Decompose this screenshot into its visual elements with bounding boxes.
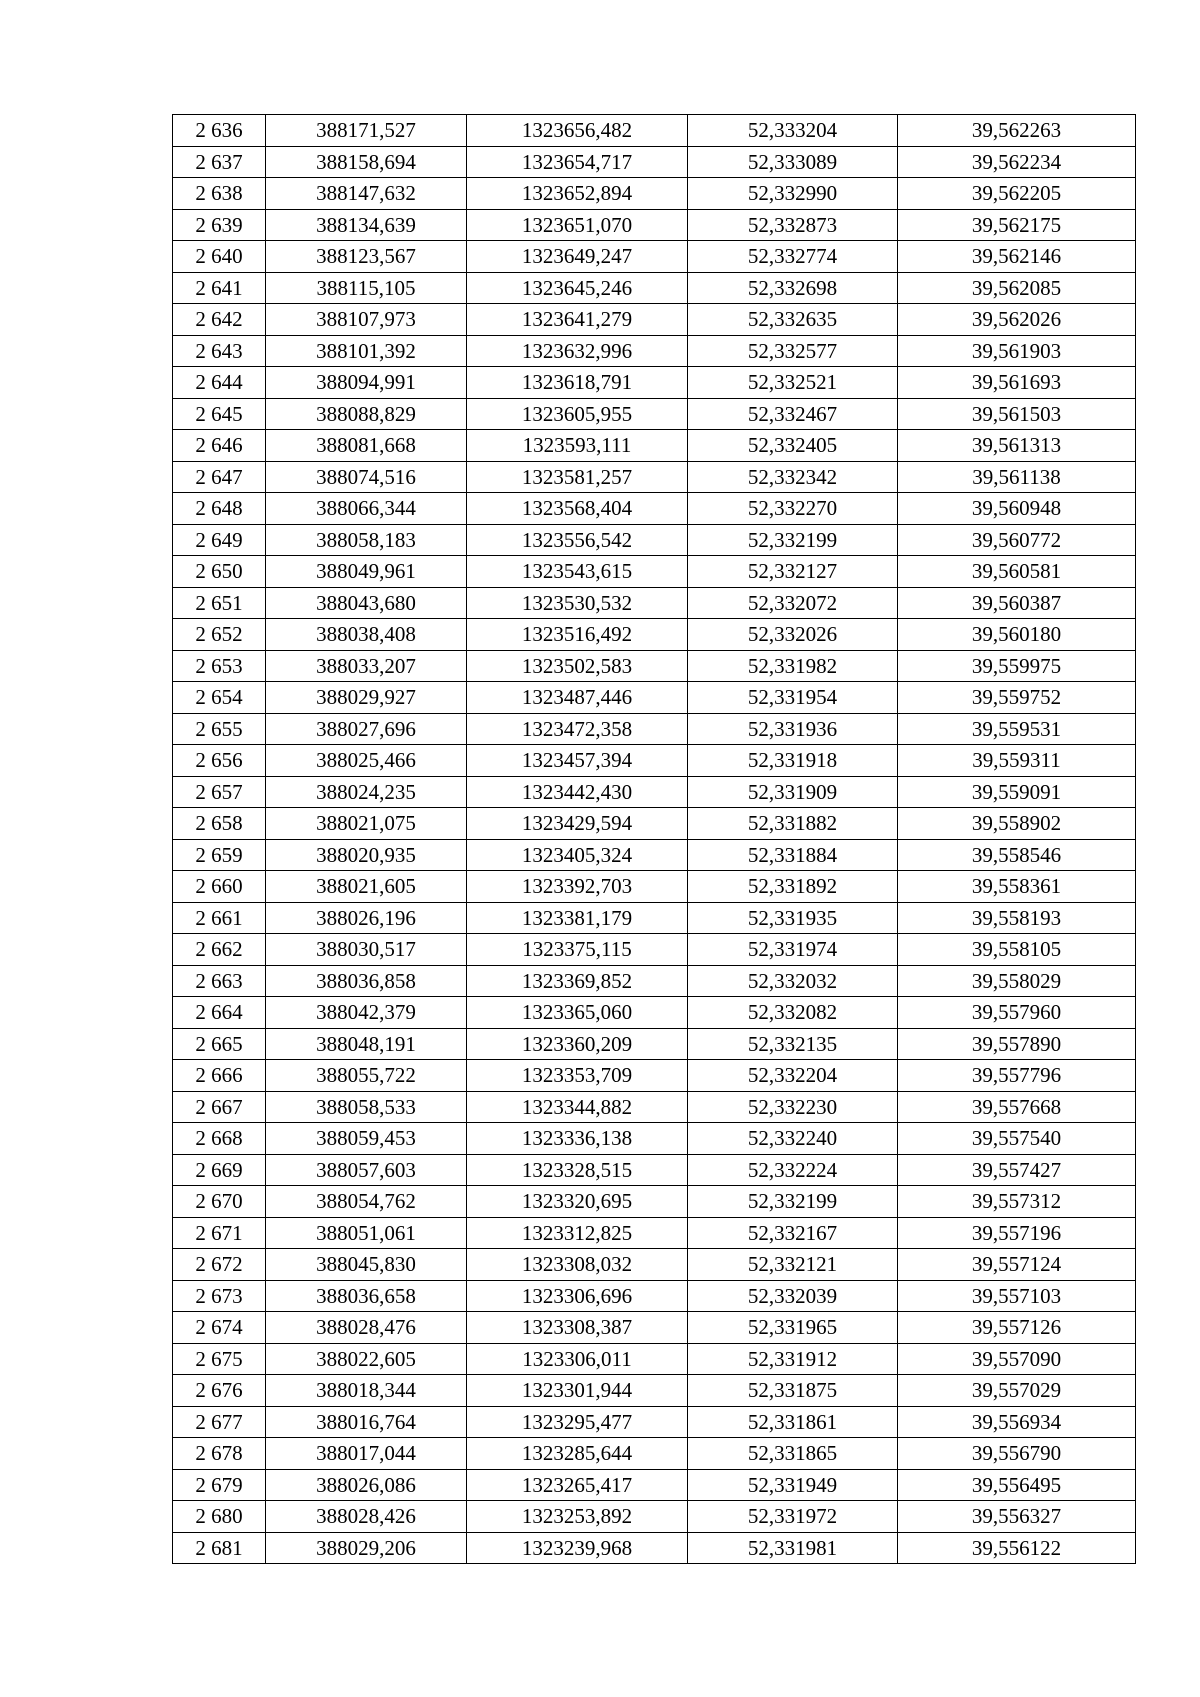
point-number-cell: 2 677 [173, 1406, 266, 1438]
latitude-cell: 52,332873 [688, 209, 898, 241]
longitude-cell: 39,559311 [898, 745, 1136, 777]
latitude-cell: 52,332342 [688, 461, 898, 493]
longitude-cell: 39,559531 [898, 713, 1136, 745]
y-coordinate-cell: 1323543,615 [467, 556, 688, 588]
point-number-cell: 2 642 [173, 304, 266, 336]
y-coordinate-cell: 1323312,825 [467, 1217, 688, 1249]
point-number-cell: 2 666 [173, 1060, 266, 1092]
longitude-cell: 39,561313 [898, 430, 1136, 462]
x-coordinate-cell: 388074,516 [266, 461, 467, 493]
latitude-cell: 52,331884 [688, 839, 898, 871]
latitude-cell: 52,332121 [688, 1249, 898, 1281]
point-number-cell: 2 672 [173, 1249, 266, 1281]
table-row [173, 209, 1136, 241]
latitude-cell: 52,332199 [688, 524, 898, 556]
longitude-cell: 39,558902 [898, 808, 1136, 840]
point-number-cell: 2 664 [173, 997, 266, 1029]
y-coordinate-cell: 1323365,060 [467, 997, 688, 1029]
point-number-cell: 2 670 [173, 1186, 266, 1218]
latitude-cell: 52,332135 [688, 1028, 898, 1060]
longitude-cell: 39,560948 [898, 493, 1136, 525]
longitude-cell: 39,558105 [898, 934, 1136, 966]
latitude-cell: 52,332127 [688, 556, 898, 588]
point-number-cell: 2 674 [173, 1312, 266, 1344]
longitude-cell: 39,562234 [898, 146, 1136, 178]
table-row [173, 1249, 1136, 1281]
x-coordinate-cell: 388021,075 [266, 808, 467, 840]
point-number-cell: 2 648 [173, 493, 266, 525]
longitude-cell: 39,556327 [898, 1501, 1136, 1533]
latitude-cell: 52,331875 [688, 1375, 898, 1407]
longitude-cell: 39,557312 [898, 1186, 1136, 1218]
longitude-cell: 39,562205 [898, 178, 1136, 210]
latitude-cell: 52,333089 [688, 146, 898, 178]
table-row [173, 997, 1136, 1029]
latitude-cell: 52,332577 [688, 335, 898, 367]
longitude-cell: 39,562146 [898, 241, 1136, 273]
longitude-cell: 39,561903 [898, 335, 1136, 367]
table-row [173, 745, 1136, 777]
longitude-cell: 39,561138 [898, 461, 1136, 493]
longitude-cell: 39,557668 [898, 1091, 1136, 1123]
latitude-cell: 52,331974 [688, 934, 898, 966]
point-number-cell: 2 646 [173, 430, 266, 462]
y-coordinate-cell: 1323457,394 [467, 745, 688, 777]
y-coordinate-cell: 1323618,791 [467, 367, 688, 399]
y-coordinate-cell: 1323253,892 [467, 1501, 688, 1533]
point-number-cell: 2 673 [173, 1280, 266, 1312]
table-row [173, 1438, 1136, 1470]
latitude-cell: 52,332082 [688, 997, 898, 1029]
table-row [173, 650, 1136, 682]
x-coordinate-cell: 388017,044 [266, 1438, 467, 1470]
x-coordinate-cell: 388066,344 [266, 493, 467, 525]
latitude-cell: 52,332072 [688, 587, 898, 619]
x-coordinate-cell: 388025,466 [266, 745, 467, 777]
y-coordinate-cell: 1323301,944 [467, 1375, 688, 1407]
point-number-cell: 2 669 [173, 1154, 266, 1186]
point-number-cell: 2 681 [173, 1532, 266, 1564]
longitude-cell: 39,557427 [898, 1154, 1136, 1186]
y-coordinate-cell: 1323239,968 [467, 1532, 688, 1564]
latitude-cell: 52,332635 [688, 304, 898, 336]
table-row [173, 178, 1136, 210]
table-row [173, 682, 1136, 714]
y-coordinate-cell: 1323320,695 [467, 1186, 688, 1218]
point-number-cell: 2 651 [173, 587, 266, 619]
table-row [173, 808, 1136, 840]
table-row [173, 272, 1136, 304]
table-row [173, 1312, 1136, 1344]
table-row [173, 398, 1136, 430]
table-row [173, 1060, 1136, 1092]
x-coordinate-cell: 388054,762 [266, 1186, 467, 1218]
x-coordinate-cell: 388088,829 [266, 398, 467, 430]
longitude-cell: 39,562026 [898, 304, 1136, 336]
point-number-cell: 2 663 [173, 965, 266, 997]
y-coordinate-cell: 1323656,482 [467, 115, 688, 147]
y-coordinate-cell: 1323651,070 [467, 209, 688, 241]
point-number-cell: 2 659 [173, 839, 266, 871]
table-row [173, 965, 1136, 997]
point-number-cell: 2 638 [173, 178, 266, 210]
y-coordinate-cell: 1323649,247 [467, 241, 688, 273]
latitude-cell: 52,331861 [688, 1406, 898, 1438]
table-row [173, 335, 1136, 367]
y-coordinate-cell: 1323375,115 [467, 934, 688, 966]
longitude-cell: 39,557090 [898, 1343, 1136, 1375]
latitude-cell: 52,332467 [688, 398, 898, 430]
longitude-cell: 39,557103 [898, 1280, 1136, 1312]
latitude-cell: 52,331909 [688, 776, 898, 808]
x-coordinate-cell: 388049,961 [266, 556, 467, 588]
latitude-cell: 52,332521 [688, 367, 898, 399]
table-row [173, 902, 1136, 934]
point-number-cell: 2 647 [173, 461, 266, 493]
latitude-cell: 52,331965 [688, 1312, 898, 1344]
table-row [173, 776, 1136, 808]
x-coordinate-cell: 388059,453 [266, 1123, 467, 1155]
y-coordinate-cell: 1323381,179 [467, 902, 688, 934]
x-coordinate-cell: 388123,567 [266, 241, 467, 273]
x-coordinate-cell: 388107,973 [266, 304, 467, 336]
latitude-cell: 52,332698 [688, 272, 898, 304]
x-coordinate-cell: 388081,668 [266, 430, 467, 462]
table-row [173, 1343, 1136, 1375]
table-row [173, 1532, 1136, 1564]
x-coordinate-cell: 388158,694 [266, 146, 467, 178]
longitude-cell: 39,562175 [898, 209, 1136, 241]
y-coordinate-cell: 1323516,492 [467, 619, 688, 651]
longitude-cell: 39,561693 [898, 367, 1136, 399]
longitude-cell: 39,560387 [898, 587, 1136, 619]
table-row [173, 1406, 1136, 1438]
x-coordinate-cell: 388028,426 [266, 1501, 467, 1533]
x-coordinate-cell: 388024,235 [266, 776, 467, 808]
x-coordinate-cell: 388101,392 [266, 335, 467, 367]
table-row [173, 461, 1136, 493]
y-coordinate-cell: 1323360,209 [467, 1028, 688, 1060]
table-row [173, 241, 1136, 273]
point-number-cell: 2 645 [173, 398, 266, 430]
point-number-cell: 2 678 [173, 1438, 266, 1470]
latitude-cell: 52,332270 [688, 493, 898, 525]
x-coordinate-cell: 388030,517 [266, 934, 467, 966]
x-coordinate-cell: 388058,533 [266, 1091, 467, 1123]
point-number-cell: 2 653 [173, 650, 266, 682]
x-coordinate-cell: 388021,605 [266, 871, 467, 903]
latitude-cell: 52,331981 [688, 1532, 898, 1564]
table-row [173, 1186, 1136, 1218]
point-number-cell: 2 660 [173, 871, 266, 903]
latitude-cell: 52,331936 [688, 713, 898, 745]
latitude-cell: 52,331865 [688, 1438, 898, 1470]
y-coordinate-cell: 1323344,882 [467, 1091, 688, 1123]
y-coordinate-cell: 1323429,594 [467, 808, 688, 840]
table-row [173, 493, 1136, 525]
point-number-cell: 2 658 [173, 808, 266, 840]
table-row [173, 1501, 1136, 1533]
y-coordinate-cell: 1323632,996 [467, 335, 688, 367]
y-coordinate-cell: 1323645,246 [467, 272, 688, 304]
y-coordinate-cell: 1323581,257 [467, 461, 688, 493]
longitude-cell: 39,557796 [898, 1060, 1136, 1092]
longitude-cell: 39,560772 [898, 524, 1136, 556]
x-coordinate-cell: 388016,764 [266, 1406, 467, 1438]
x-coordinate-cell: 388026,196 [266, 902, 467, 934]
x-coordinate-cell: 388171,527 [266, 115, 467, 147]
x-coordinate-cell: 388027,696 [266, 713, 467, 745]
point-number-cell: 2 637 [173, 146, 266, 178]
y-coordinate-cell: 1323605,955 [467, 398, 688, 430]
point-number-cell: 2 675 [173, 1343, 266, 1375]
longitude-cell: 39,561503 [898, 398, 1136, 430]
table-row [173, 713, 1136, 745]
x-coordinate-cell: 388134,639 [266, 209, 467, 241]
latitude-cell: 52,331954 [688, 682, 898, 714]
x-coordinate-cell: 388038,408 [266, 619, 467, 651]
x-coordinate-cell: 388045,830 [266, 1249, 467, 1281]
latitude-cell: 52,331949 [688, 1469, 898, 1501]
table-row [173, 1028, 1136, 1060]
longitude-cell: 39,556495 [898, 1469, 1136, 1501]
y-coordinate-cell: 1323442,430 [467, 776, 688, 808]
latitude-cell: 52,332032 [688, 965, 898, 997]
longitude-cell: 39,559975 [898, 650, 1136, 682]
x-coordinate-cell: 388042,379 [266, 997, 467, 1029]
x-coordinate-cell: 388036,858 [266, 965, 467, 997]
y-coordinate-cell: 1323502,583 [467, 650, 688, 682]
y-coordinate-cell: 1323392,703 [467, 871, 688, 903]
point-number-cell: 2 650 [173, 556, 266, 588]
latitude-cell: 52,331972 [688, 1501, 898, 1533]
table-row [173, 1123, 1136, 1155]
latitude-cell: 52,331982 [688, 650, 898, 682]
table-row [173, 1217, 1136, 1249]
y-coordinate-cell: 1323285,644 [467, 1438, 688, 1470]
y-coordinate-cell: 1323641,279 [467, 304, 688, 336]
point-number-cell: 2 656 [173, 745, 266, 777]
y-coordinate-cell: 1323336,138 [467, 1123, 688, 1155]
point-number-cell: 2 652 [173, 619, 266, 651]
y-coordinate-cell: 1323328,515 [467, 1154, 688, 1186]
point-number-cell: 2 665 [173, 1028, 266, 1060]
longitude-cell: 39,557540 [898, 1123, 1136, 1155]
latitude-cell: 52,332240 [688, 1123, 898, 1155]
longitude-cell: 39,557196 [898, 1217, 1136, 1249]
table-row [173, 587, 1136, 619]
latitude-cell: 52,331912 [688, 1343, 898, 1375]
point-number-cell: 2 644 [173, 367, 266, 399]
x-coordinate-cell: 388048,191 [266, 1028, 467, 1060]
longitude-cell: 39,558546 [898, 839, 1136, 871]
longitude-cell: 39,557029 [898, 1375, 1136, 1407]
y-coordinate-cell: 1323308,032 [467, 1249, 688, 1281]
x-coordinate-cell: 388043,680 [266, 587, 467, 619]
point-number-cell: 2 640 [173, 241, 266, 273]
longitude-cell: 39,557960 [898, 997, 1136, 1029]
latitude-cell: 52,332990 [688, 178, 898, 210]
table-row [173, 1091, 1136, 1123]
table-row [173, 556, 1136, 588]
point-number-cell: 2 667 [173, 1091, 266, 1123]
coordinates-table [172, 114, 1136, 1564]
point-number-cell: 2 655 [173, 713, 266, 745]
latitude-cell: 52,332774 [688, 241, 898, 273]
x-coordinate-cell: 388051,061 [266, 1217, 467, 1249]
table-row [173, 1280, 1136, 1312]
y-coordinate-cell: 1323369,852 [467, 965, 688, 997]
longitude-cell: 39,558029 [898, 965, 1136, 997]
point-number-cell: 2 679 [173, 1469, 266, 1501]
table-row [173, 304, 1136, 336]
y-coordinate-cell: 1323265,417 [467, 1469, 688, 1501]
table-row [173, 430, 1136, 462]
x-coordinate-cell: 388058,183 [266, 524, 467, 556]
table-row [173, 1469, 1136, 1501]
x-coordinate-cell: 388020,935 [266, 839, 467, 871]
x-coordinate-cell: 388033,207 [266, 650, 467, 682]
latitude-cell: 52,332039 [688, 1280, 898, 1312]
point-number-cell: 2 668 [173, 1123, 266, 1155]
x-coordinate-cell: 388029,206 [266, 1532, 467, 1564]
x-coordinate-cell: 388115,105 [266, 272, 467, 304]
latitude-cell: 52,332167 [688, 1217, 898, 1249]
x-coordinate-cell: 388057,603 [266, 1154, 467, 1186]
y-coordinate-cell: 1323405,324 [467, 839, 688, 871]
y-coordinate-cell: 1323593,111 [467, 430, 688, 462]
point-number-cell: 2 662 [173, 934, 266, 966]
y-coordinate-cell: 1323487,446 [467, 682, 688, 714]
table-row [173, 146, 1136, 178]
x-coordinate-cell: 388018,344 [266, 1375, 467, 1407]
y-coordinate-cell: 1323308,387 [467, 1312, 688, 1344]
latitude-cell: 52,331892 [688, 871, 898, 903]
point-number-cell: 2 680 [173, 1501, 266, 1533]
point-number-cell: 2 661 [173, 902, 266, 934]
longitude-cell: 39,557126 [898, 1312, 1136, 1344]
longitude-cell: 39,562085 [898, 272, 1136, 304]
longitude-cell: 39,559752 [898, 682, 1136, 714]
x-coordinate-cell: 388055,722 [266, 1060, 467, 1092]
point-number-cell: 2 676 [173, 1375, 266, 1407]
point-number-cell: 2 671 [173, 1217, 266, 1249]
table-row [173, 1375, 1136, 1407]
x-coordinate-cell: 388028,476 [266, 1312, 467, 1344]
longitude-cell: 39,556790 [898, 1438, 1136, 1470]
table-row [173, 524, 1136, 556]
longitude-cell: 39,558193 [898, 902, 1136, 934]
table-row [173, 871, 1136, 903]
point-number-cell: 2 639 [173, 209, 266, 241]
longitude-cell: 39,558361 [898, 871, 1136, 903]
longitude-cell: 39,560180 [898, 619, 1136, 651]
longitude-cell: 39,556934 [898, 1406, 1136, 1438]
latitude-cell: 52,333204 [688, 115, 898, 147]
longitude-cell: 39,556122 [898, 1532, 1136, 1564]
longitude-cell: 39,557124 [898, 1249, 1136, 1281]
coordinates-table-body [173, 115, 1136, 1564]
point-number-cell: 2 657 [173, 776, 266, 808]
y-coordinate-cell: 1323556,542 [467, 524, 688, 556]
point-number-cell: 2 641 [173, 272, 266, 304]
point-number-cell: 2 654 [173, 682, 266, 714]
longitude-cell: 39,557890 [898, 1028, 1136, 1060]
x-coordinate-cell: 388036,658 [266, 1280, 467, 1312]
latitude-cell: 52,331935 [688, 902, 898, 934]
longitude-cell: 39,559091 [898, 776, 1136, 808]
latitude-cell: 52,332230 [688, 1091, 898, 1123]
point-number-cell: 2 649 [173, 524, 266, 556]
latitude-cell: 52,332224 [688, 1154, 898, 1186]
y-coordinate-cell: 1323654,717 [467, 146, 688, 178]
x-coordinate-cell: 388026,086 [266, 1469, 467, 1501]
latitude-cell: 52,331882 [688, 808, 898, 840]
table-row [173, 839, 1136, 871]
longitude-cell: 39,560581 [898, 556, 1136, 588]
point-number-cell: 2 643 [173, 335, 266, 367]
x-coordinate-cell: 388022,605 [266, 1343, 467, 1375]
y-coordinate-cell: 1323568,404 [467, 493, 688, 525]
point-number-cell: 2 636 [173, 115, 266, 147]
y-coordinate-cell: 1323306,011 [467, 1343, 688, 1375]
x-coordinate-cell: 388094,991 [266, 367, 467, 399]
table-row [173, 1154, 1136, 1186]
y-coordinate-cell: 1323353,709 [467, 1060, 688, 1092]
table-row [173, 619, 1136, 651]
latitude-cell: 52,332199 [688, 1186, 898, 1218]
y-coordinate-cell: 1323306,696 [467, 1280, 688, 1312]
latitude-cell: 52,332405 [688, 430, 898, 462]
y-coordinate-cell: 1323295,477 [467, 1406, 688, 1438]
table-row [173, 934, 1136, 966]
latitude-cell: 52,331918 [688, 745, 898, 777]
latitude-cell: 52,332204 [688, 1060, 898, 1092]
latitude-cell: 52,332026 [688, 619, 898, 651]
table-row [173, 367, 1136, 399]
table-row [173, 115, 1136, 147]
x-coordinate-cell: 388029,927 [266, 682, 467, 714]
longitude-cell: 39,562263 [898, 115, 1136, 147]
y-coordinate-cell: 1323472,358 [467, 713, 688, 745]
y-coordinate-cell: 1323530,532 [467, 587, 688, 619]
x-coordinate-cell: 388147,632 [266, 178, 467, 210]
y-coordinate-cell: 1323652,894 [467, 178, 688, 210]
